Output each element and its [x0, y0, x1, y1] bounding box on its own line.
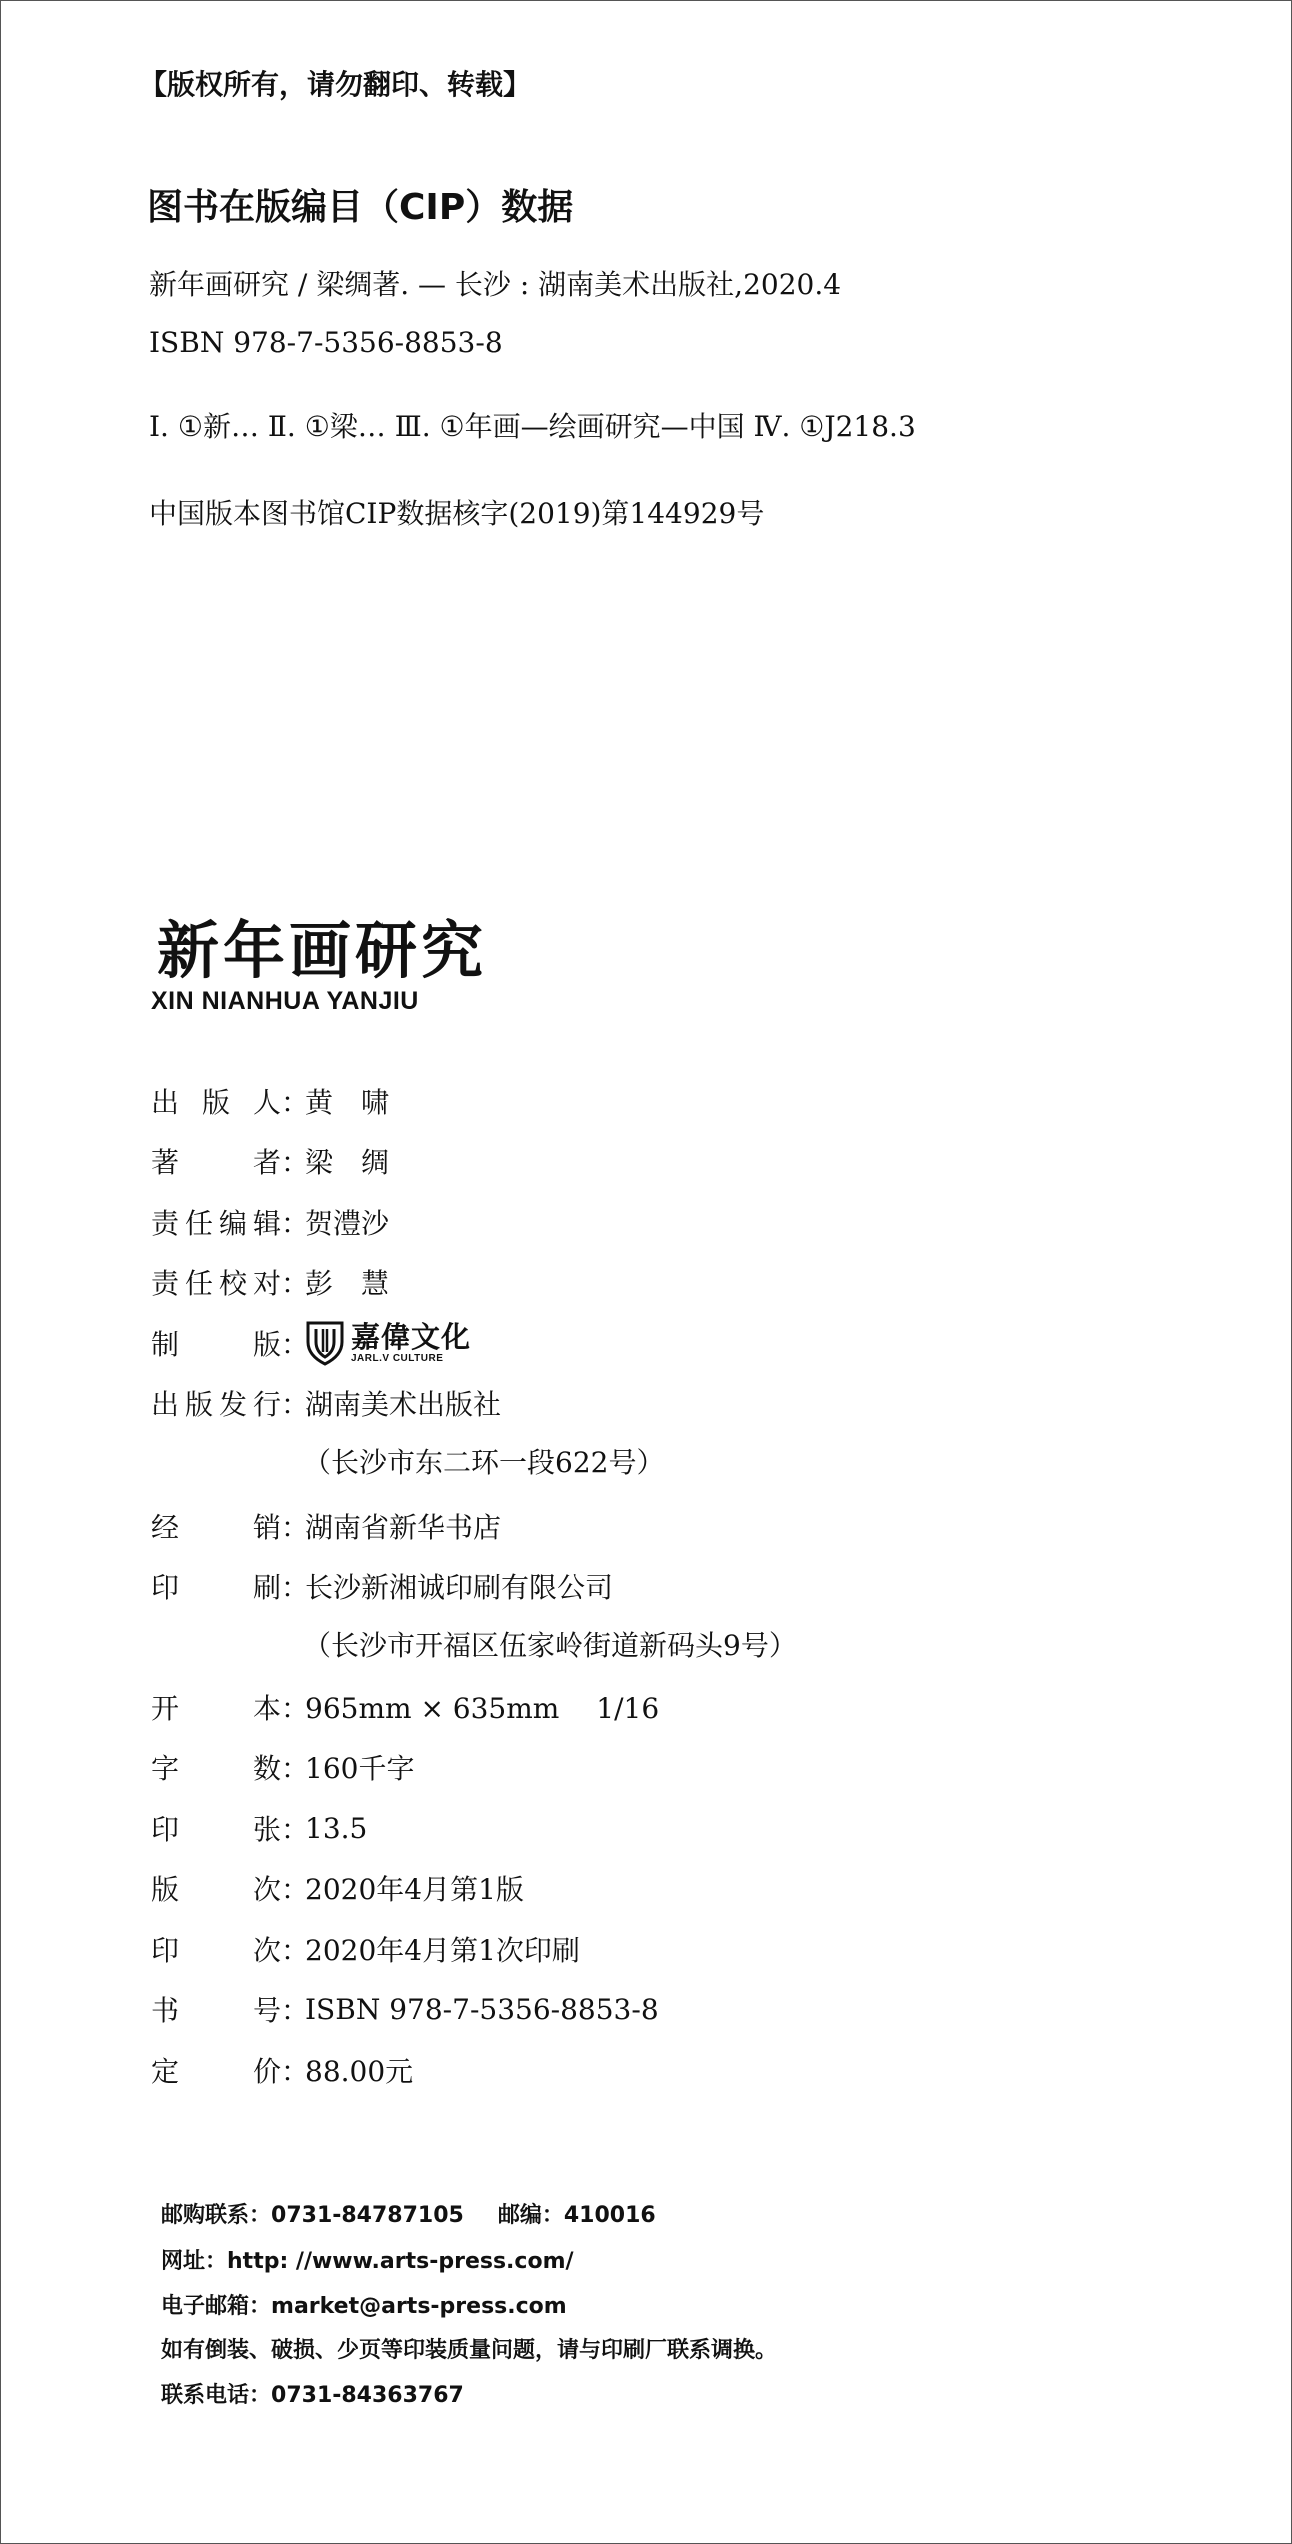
postcode-label: 邮编： — [497, 2203, 564, 2228]
colophon-row-edition — [151, 1868, 524, 1908]
colophon-row-distribution — [151, 1383, 501, 1423]
colophon-row-editor — [151, 1202, 389, 1242]
cip-bibliographic-line: 新年画研究 / 梁绸著. — 长沙 : 湖南美术出版社,2020.4 — [149, 268, 842, 301]
row-value: 贺澧沙 — [305, 1207, 390, 1240]
row-colon: ： — [281, 1873, 310, 1906]
cip-classification-line: Ⅰ. ①新… Ⅱ. ①梁… Ⅲ. ①年画—绘画研究—中国 Ⅳ. ①J218.3 — [149, 410, 916, 443]
row-label: 书号 — [151, 1994, 281, 2027]
book-title: 新年画研究 — [157, 914, 488, 987]
row-label: 定价 — [151, 2055, 281, 2088]
row-label: 经销 — [151, 1511, 281, 1544]
row-label: 著者 — [151, 1146, 281, 1179]
colophon-row-sheets — [151, 1808, 367, 1848]
row-colon: ： — [281, 1692, 310, 1725]
shield-logo-icon — [305, 1320, 345, 1366]
colophon-row-printing — [151, 1929, 580, 1969]
row-label: 制版 — [151, 1328, 281, 1361]
website-url[interactable]: http: //www.arts-press.com/ — [227, 2249, 574, 2274]
colophon-row-publisher — [151, 1081, 389, 1121]
row-colon: ： — [281, 1267, 310, 1300]
jarlv-culture-logo — [305, 1320, 471, 1366]
row-value: 梁 绸 — [305, 1146, 390, 1179]
row-label: 印次 — [151, 1934, 281, 1967]
row-colon: ： — [281, 1752, 310, 1785]
colophon-row-printer — [151, 1566, 613, 1606]
row-label: 责任编辑 — [151, 1207, 281, 1240]
postcode: 410016 — [563, 2203, 656, 2228]
copyright-notice: 【版权所有，请勿翻印、转载】 — [139, 68, 532, 101]
row-value: 160千字 — [305, 1752, 415, 1785]
row-colon: ： — [281, 1511, 310, 1544]
colophon-row-isbn — [151, 1989, 659, 2029]
mail-order-phone: 0731-84787105 — [271, 2203, 464, 2228]
row-value: 2020年4月第1版 — [305, 1873, 524, 1906]
row-value: 湖南省新华书店 — [305, 1511, 502, 1544]
row-value: 13.5 — [305, 1811, 368, 1845]
row-colon: ： — [281, 1994, 310, 2027]
row-label: 开本 — [151, 1692, 281, 1725]
row-value: ISBN 978-7-5356-8853-8 — [305, 1992, 659, 2026]
row-value: 黄 啸 — [305, 1086, 390, 1119]
email-address[interactable]: market@arts-press.com — [271, 2294, 567, 2319]
row-label: 版次 — [151, 1873, 281, 1906]
colophon-row-platemaking — [151, 1319, 472, 1364]
row-label: 印张 — [151, 1813, 281, 1846]
row-label: 出版发行 — [151, 1388, 281, 1421]
mail-order-label: 邮购联系： — [161, 2203, 272, 2228]
logo-english-name: JARL.V CULTURE — [351, 1352, 444, 1364]
contact-website — [161, 2244, 574, 2275]
printer-address: （长沙市开福区伍家岭街道新码头9号） — [303, 1629, 797, 1662]
publisher-address: （长沙市东二环一段622号） — [303, 1446, 665, 1479]
cip-record-number-line: 中国版本图书馆CIP数据核字(2019)第144929号 — [149, 497, 765, 530]
row-value: 长沙新湘诚印刷有限公司 — [305, 1571, 614, 1604]
phone-number: 0731-84363767 — [271, 2383, 464, 2408]
row-label: 印刷 — [151, 1571, 281, 1604]
colophon-row-format — [151, 1687, 659, 1727]
contact-email — [161, 2289, 567, 2320]
row-colon: ： — [281, 1934, 310, 1967]
contact-phone — [161, 2378, 464, 2409]
row-label: 字数 — [151, 1752, 281, 1785]
row-value: 彭 慧 — [305, 1267, 390, 1300]
row-colon: ： — [281, 1388, 310, 1421]
colophon-row-seller — [151, 1506, 501, 1546]
row-colon: ： — [281, 1146, 310, 1179]
cip-title: 图书在版编目（CIP）数据 — [147, 187, 574, 228]
logo-chinese-name: 嘉偉文化 — [351, 1319, 472, 1354]
colophon-row-price — [151, 2050, 413, 2090]
book-title-pinyin: XIN NIANHUA YANJIU — [151, 987, 419, 1015]
colophon-row-proofreader — [151, 1262, 389, 1302]
row-label: 出版人 — [151, 1086, 281, 1119]
website-label: 网址： — [161, 2249, 228, 2274]
row-colon: ： — [281, 1086, 310, 1119]
colophon-row-word-count — [151, 1747, 414, 1787]
row-label: 责任校对 — [151, 1267, 281, 1300]
colophon-row-author — [151, 1141, 389, 1181]
row-value: 2020年4月第1次印刷 — [305, 1934, 580, 1967]
row-colon: ： — [281, 1328, 310, 1361]
quality-notice: 如有倒装、破损、少页等印装质量问题，请与印刷厂联系调换。 — [161, 2338, 778, 2363]
contact-mail-order — [161, 2198, 656, 2229]
row-colon: ： — [281, 1571, 310, 1604]
row-value: 965mm × 635mm 1/16 — [305, 1692, 660, 1725]
email-label: 电子邮箱： — [161, 2294, 272, 2319]
row-colon: ： — [281, 1207, 310, 1240]
row-value: 88.00元 — [305, 2055, 414, 2088]
row-colon: ： — [281, 1813, 310, 1846]
row-colon: ： — [281, 2055, 310, 2088]
phone-label: 联系电话： — [161, 2383, 272, 2408]
row-value: 湖南美术出版社 — [305, 1388, 502, 1421]
cip-isbn-line: ISBN 978-7-5356-8853-8 — [149, 326, 503, 359]
